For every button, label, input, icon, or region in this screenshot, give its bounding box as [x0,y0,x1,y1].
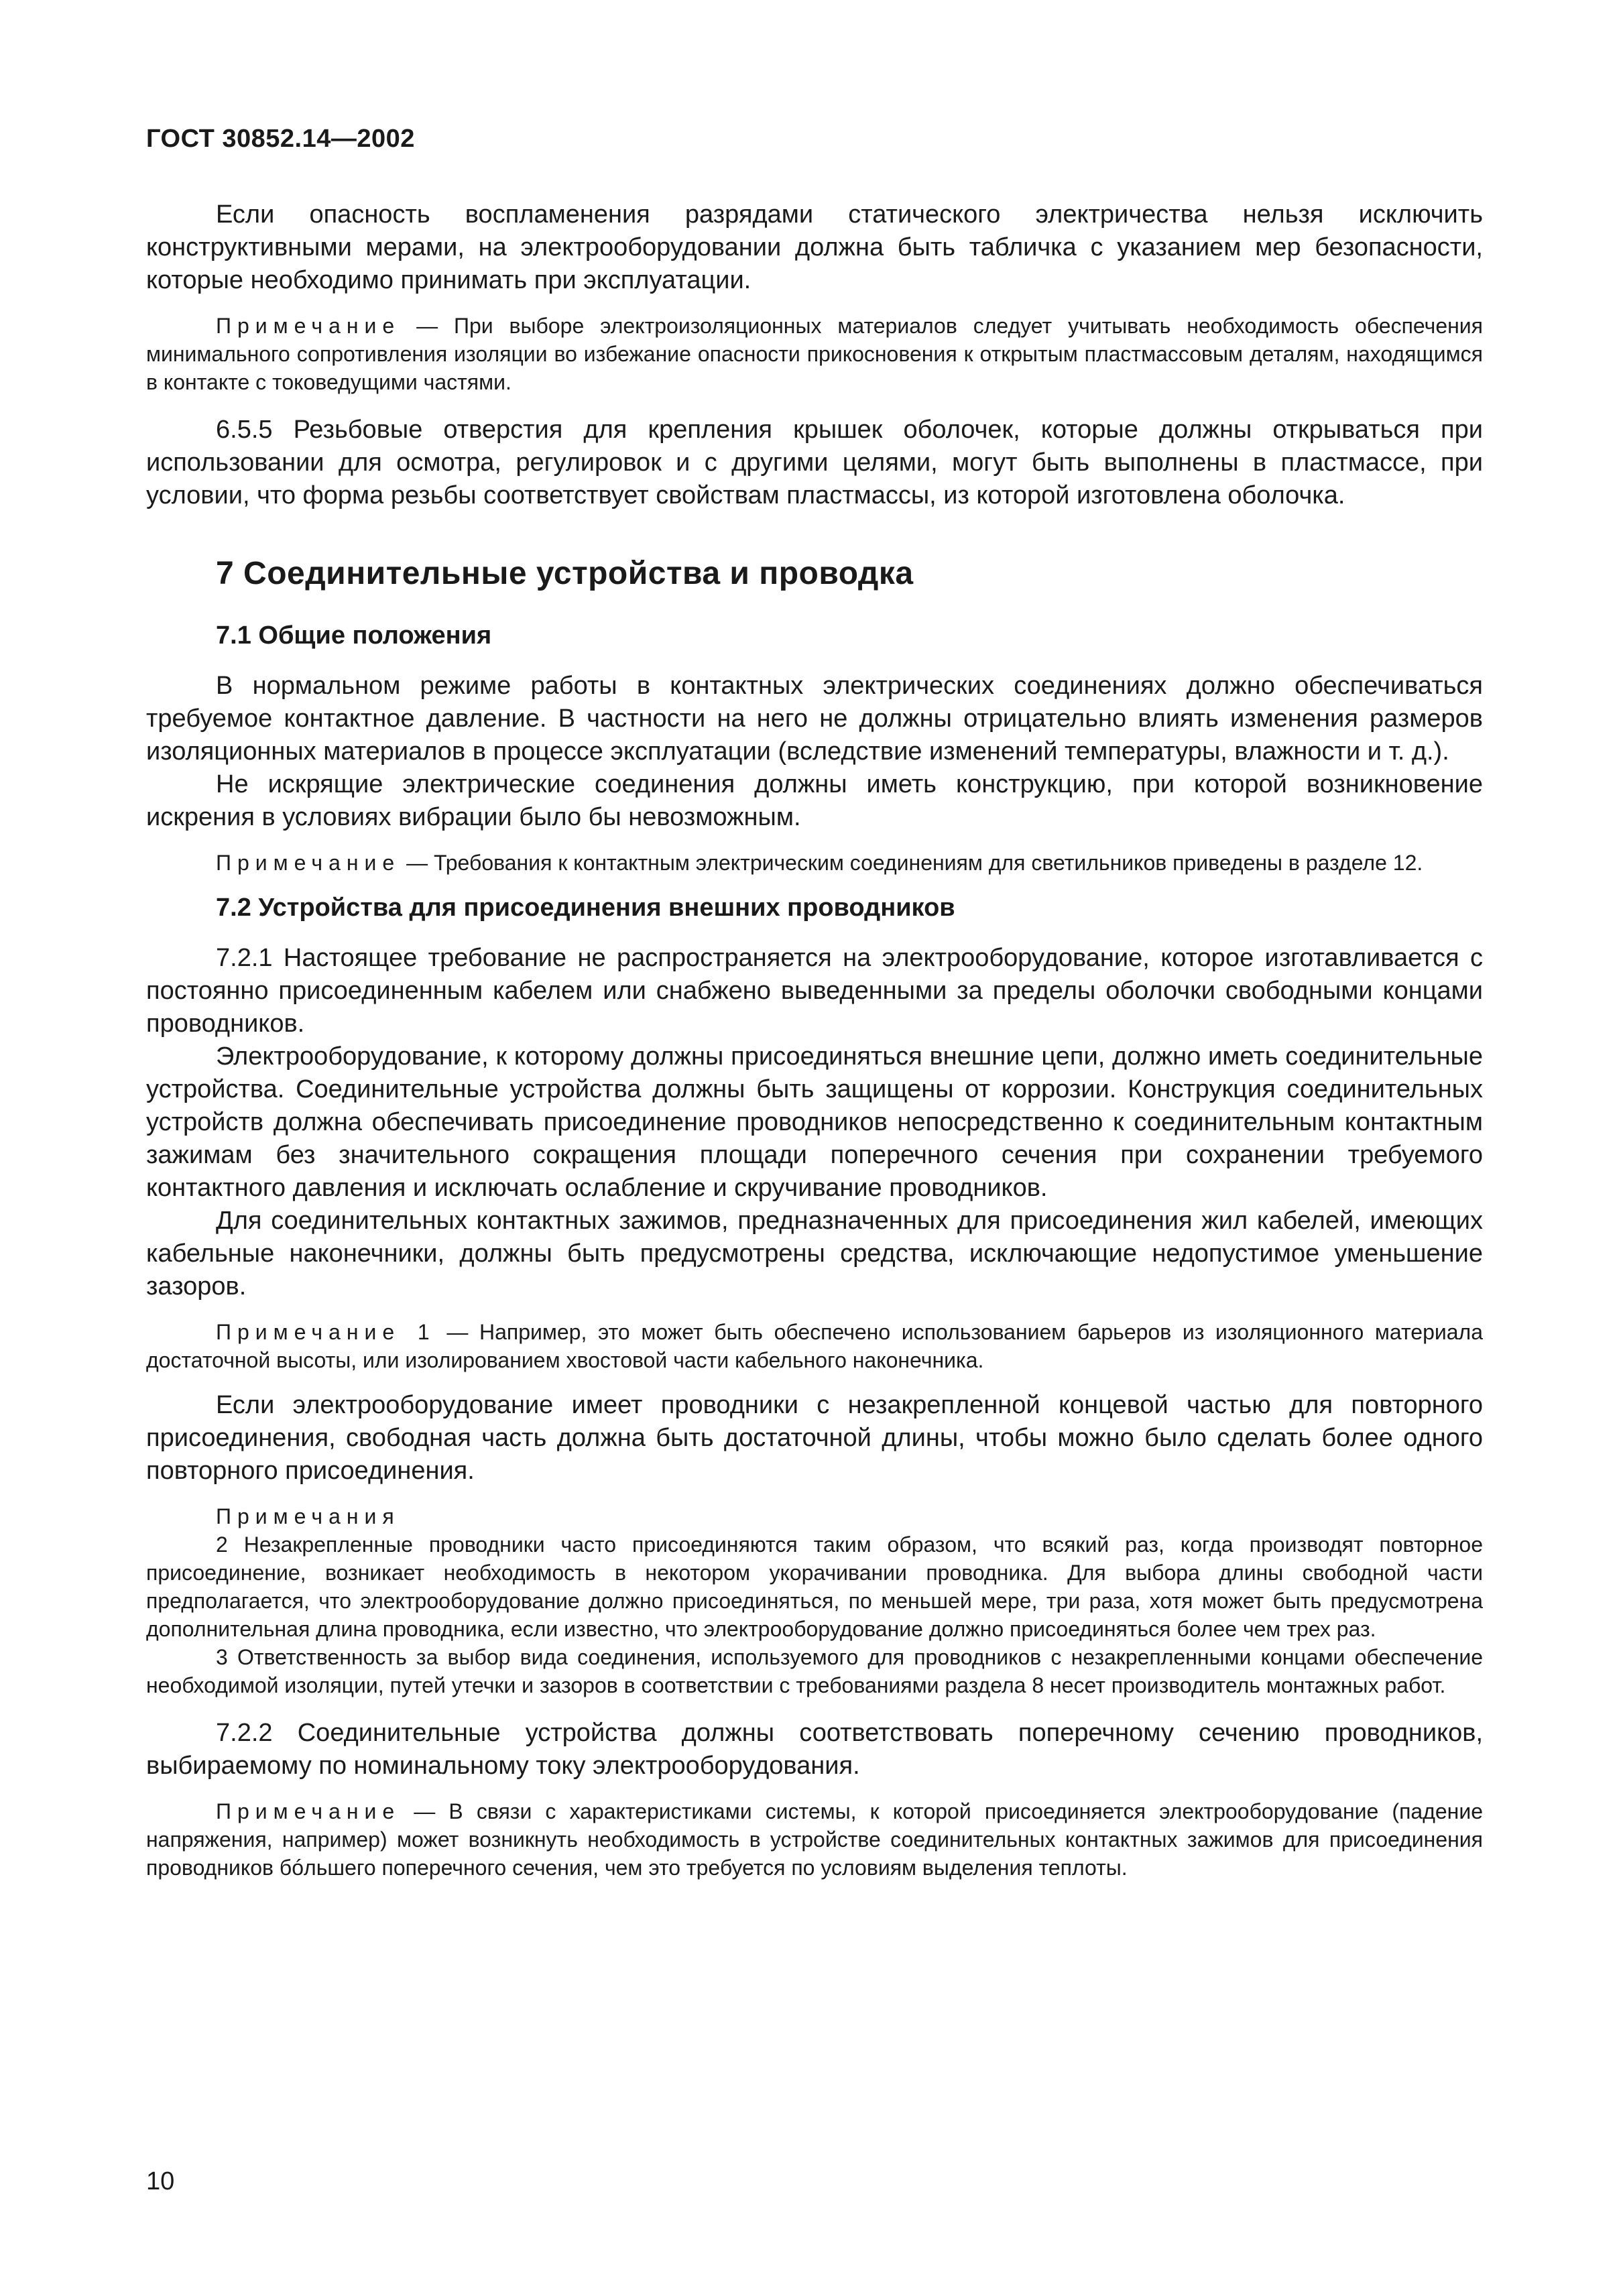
paragraph-static-electricity: Если опасность воспламенения разрядами статического электричества нельзя исключить конструктивными мерами, на электрооборудовании должна быть табличка с указанием мер безопасности, которые необходимо принимать при эксплуатации. [146,200,1483,294]
note-text: — Например, это может быть обеспечено использованием барьеров из изоляционного материала достаточной высоты, или изолированием хвостовой части кабельного наконечника. [146,1320,1484,1372]
page-number: 10 [146,2167,175,2195]
document-body [146,198,1483,1882]
document-code: ГОСТ 30852.14—2002 [146,125,415,153]
note-text: — При выборе электроизоляционных материалов следует учитывать необходимость обеспечения минимального сопротивления изоляции во избежание опасности прикосновения к открытым пластмассовым деталям, находящимся в контакте с токоведущими частями. [146,314,1483,394]
paragraph-reconnection: Если электрооборудование имеет проводники с незакрепленной концевой частью для повторного присоединения, свободная часть должна быть достаточной длины, чтобы можно было сделать более одного повторного присоединения. [146,1391,1483,1485]
subsection-7-1-heading: 7.1 Общие положения [216,621,492,650]
note-1-barriers [146,1318,1483,1374]
paragraph-7-2-2: 7.2.2 Соединительные устройства должны соответствовать поперечному сечению проводников, выбираемому по номинальному току электрооборудования. [146,1719,1483,1780]
note-label: Примечание [216,851,401,875]
paragraph-non-sparking: Не искрящие электрические соединения должны иметь конструкцию, при которой возникновение искрения в условиях вибрации было бы невозможным. [146,770,1483,831]
paragraph-connection-devices: Электрооборудование, к которому должны присоединяться внешние цепи, должно иметь соединительные устройства. Соединительные устройства должны быть защищены от коррозии. Конструкция соединительных устройств должна обеспечивать присоединение проводников непосредственно к соединительным контактным зажимам без значительного сокращения площади поперечного сечения при сохранении требуемого контактного давления и исключать ослабление и скручивание проводников. [146,1042,1483,1202]
note-voltage-drop [146,1797,1483,1882]
note-text: — Требования к контактным электрическим соединениям для светильников приведены в разделе 12. [400,851,1423,875]
paragraph-cable-lugs: Для соединительных контактных зажимов, предназначенных для присоединения жил кабелей, имеющих кабельные наконечники, должны быть предусмотрены средства, исключающие недопустимое уменьшение зазоров. [146,1207,1483,1301]
paragraph-contact-pressure: В нормальном режиме работы в контактных электрических соединениях должно обеспечиваться требуемое контактное давление. В частности на него не должны отрицательно влиять изменения размеров изоляционных материалов в процессе эксплуатации (вследствие изменений температуры, влажности и т. д.). [146,672,1483,766]
note-label: Примечание [216,1799,401,1823]
note-text: — В связи с характеристиками системы, к которой присоединяется электрооборудование (падение напряжения, например) может возникнуть необходимость в устройстве соединительных контактных зажимов для присоединения проводников бóльшего поперечного сечения, чем это требуется по условиям выделения теплоты. [146,1799,1483,1880]
note-label: Примечание [216,314,401,338]
subsection-7-2-heading: 7.2 Устройства для присоединения внешних проводников [216,894,955,922]
note-insulation [146,312,1483,396]
note-luminaires [146,849,1483,877]
note-3-responsibility: 3 Ответственность за выбор вида соединения, используемого для проводников с незакрепленными концами обеспечение необходимой изоляции, путей утечки и зазоров в соответствии с требованиями раздела 8 несет производитель монтажных работ. [146,1645,1483,1697]
note-label: Примечание 1 [216,1320,436,1344]
notes-heading: Примечания [216,1504,400,1528]
paragraph-6-5-5: 6.5.5 Резьбовые отверстия для крепления крышек оболочек, которые должны открываться при использовании для осмотра, регулировок и с другими целями, могут быть выполнены в пластмассе, при условии, что форма резьбы соответствует свойствам пластмассы, из которой изготовлена оболочка. [146,416,1483,509]
note-2-reconnection: 2 Незакрепленные проводники часто присоединяются таким образом, что всякий раз, когда производят повторное присоединение, возникает необходимость в некотором укорачивании проводника. Для выбора длины свободной части предполагается, что электрооборудование должно присоединяться, по меньшей мере, три раза, хотя может быть предусмотрена дополнительная длина проводника, если известно, что электрооборудование должно присоединяться более чем трех раз. [146,1532,1483,1641]
paragraph-7-2-1: 7.2.1 Настоящее требование не распространяется на электрооборудование, которое изготавливается с постоянно присоединенным кабелем или снабжено выведенными за пределы оболочки свободными концами проводников. [146,944,1483,1038]
section-7-heading: 7 Соединительные устройства и проводка [216,556,914,591]
